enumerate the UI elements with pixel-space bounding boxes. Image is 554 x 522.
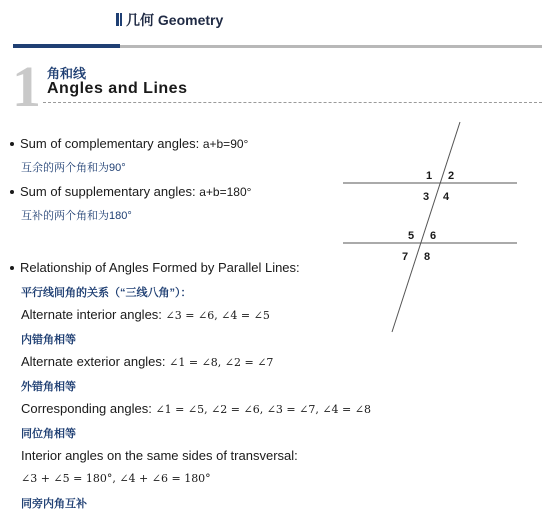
section-title-cn: 角和线 — [47, 66, 87, 81]
angle-label-7: 7 — [402, 251, 409, 263]
corresponding-formula: ∠1 = ∠5, ∠2 = ∠6, ∠3 = ∠7, ∠4 = ∠8 — [155, 403, 371, 416]
header-title: 几何 Geometry — [126, 12, 224, 28]
complementary-line — [10, 136, 248, 151]
angle-label-6: 6 — [430, 230, 437, 242]
alt-exterior-formula: ∠1 = ∠8, ∠2 = ∠7 — [169, 356, 274, 369]
angle-label-4: 4 — [443, 191, 450, 203]
corresponding-line — [21, 401, 371, 416]
alt-exterior-cn: 外错角相等 — [21, 381, 76, 393]
angle-label-2: 2 — [448, 170, 455, 182]
alt-interior-line — [21, 307, 270, 322]
header-rule — [120, 45, 542, 48]
alt-interior-formula: ∠3 = ∠6, ∠4 = ∠5 — [165, 309, 270, 322]
section-number: 1 — [12, 54, 41, 119]
complementary-cn: 互余的两个角和为90° — [21, 162, 126, 174]
alt-interior-label: Alternate interior angles: — [21, 307, 162, 322]
supplementary-line — [10, 184, 251, 199]
supplementary-formula: a+b=180° — [199, 185, 252, 199]
angle-label-5: 5 — [408, 230, 415, 242]
parallel-cn: 平行线间角的关系（“三线八角”）： — [21, 287, 192, 299]
transversal-line — [392, 122, 460, 332]
header-accent-bar — [116, 13, 119, 26]
same-side-formula: ∠3 + ∠5 = 180°, ∠4 + ∠6 = 180° — [21, 472, 211, 485]
same-side-line: Interior angles on the same sides of transversal: — [21, 448, 298, 463]
corresponding-cn: 同位角相等 — [21, 428, 76, 440]
angle-label-3: 3 — [423, 191, 430, 203]
bullet — [10, 266, 14, 270]
bullet — [10, 190, 14, 194]
supplementary-cn: 互补的两个角和为180° — [21, 210, 132, 222]
header-accent-bar-2 — [120, 13, 122, 26]
parallel-lines-diagram — [340, 120, 530, 340]
header-rule-accent — [13, 44, 120, 48]
alt-exterior-label: Alternate exterior angles: — [21, 354, 166, 369]
bullet — [10, 142, 14, 146]
complementary-formula: a+b=90° — [202, 137, 249, 151]
alt-interior-cn: 内错角相等 — [21, 334, 76, 346]
same-side-cn: 同旁内角互补 — [21, 498, 87, 510]
angle-label-1: 1 — [426, 170, 433, 182]
section-divider — [43, 102, 542, 103]
section-title-en: Angles and Lines — [47, 80, 188, 97]
corresponding-label: Corresponding angles: — [21, 401, 152, 416]
complementary-label: Sum of complementary angles: — [20, 136, 200, 151]
supplementary-label: Sum of supplementary angles: — [20, 184, 196, 199]
angle-label-8: 8 — [424, 251, 431, 263]
parallel-label: Relationship of Angles Formed by Parallel Lines: — [20, 260, 300, 275]
alt-exterior-line — [21, 354, 273, 369]
parallel-line — [10, 260, 300, 275]
